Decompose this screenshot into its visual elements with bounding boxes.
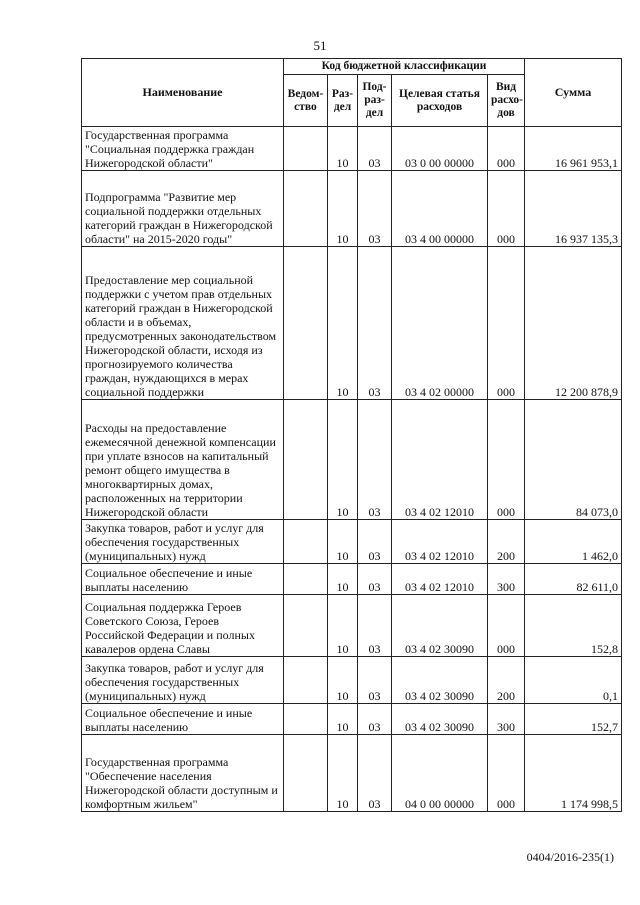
row-sum: 12 200 878,9 <box>525 247 622 400</box>
row-name: Предоставление мер социальной поддержки с учетом прав отдельных категорий граждан в Нижегородской области и в объемах, предусмотренных законодательством Нижегородской области, исходя из прогнозируемого количества граждан, нуждающихся в мерах социальной поддержки <box>82 247 284 400</box>
row-vid: 000 <box>488 127 525 171</box>
row-name: Социальная поддержка Героев Советского Союза, Героев Российской Федерации и полных кавалеров ордена Славы <box>82 595 284 657</box>
row-sum: 1 462,0 <box>525 520 622 564</box>
row-vid: 200 <box>488 520 525 564</box>
row-name: Расходы на предоставление ежемесячной денежной компенсации при уплате взносов на капитальный ремонт общего имущества в многоквартирных домах, расположенных на территории Нижегородской области <box>82 400 284 520</box>
row-vedomstvo <box>284 704 328 735</box>
table-row <box>82 595 622 657</box>
row-razdel: 10 <box>328 400 358 520</box>
table-row <box>82 520 622 564</box>
header-podrazdel: Под- раз- дел <box>358 75 392 127</box>
row-name: Государственная программа "Социальная поддержка граждан Нижегородской области" <box>82 127 284 171</box>
row-vedomstvo <box>284 595 328 657</box>
row-razdel: 10 <box>328 657 358 704</box>
table-row <box>82 735 622 812</box>
table-row <box>82 400 622 520</box>
table-row <box>82 127 622 171</box>
row-vedomstvo <box>284 171 328 247</box>
row-name: Социальное обеспечение и иные выплаты населению <box>82 704 284 735</box>
row-tselevaya: 03 4 02 12010 <box>392 564 488 595</box>
row-sum: 84 073,0 <box>525 400 622 520</box>
row-name: Государственная программа "Обеспечение населения Нижегородской области доступным и комфортным жильем" <box>82 735 284 812</box>
row-name: Социальное обеспечение и иные выплаты населению <box>82 564 284 595</box>
row-podrazdel: 03 <box>358 704 392 735</box>
table-row <box>82 564 622 595</box>
row-vid: 000 <box>488 400 525 520</box>
row-sum: 152,7 <box>525 704 622 735</box>
row-tselevaya: 03 4 02 12010 <box>392 400 488 520</box>
row-podrazdel: 03 <box>358 400 392 520</box>
row-razdel: 10 <box>328 247 358 400</box>
row-vedomstvo <box>284 735 328 812</box>
row-tselevaya: 03 4 02 30090 <box>392 595 488 657</box>
row-razdel: 10 <box>328 171 358 247</box>
row-tselevaya: 03 4 00 00000 <box>392 171 488 247</box>
row-vedomstvo <box>284 564 328 595</box>
header-sum: Сумма <box>525 59 622 127</box>
row-tselevaya: 04 0 00 00000 <box>392 735 488 812</box>
row-sum: 0,1 <box>525 657 622 704</box>
row-tselevaya: 03 4 02 12010 <box>392 520 488 564</box>
row-razdel: 10 <box>328 735 358 812</box>
row-tselevaya: 03 0 00 00000 <box>392 127 488 171</box>
row-sum: 16 937 135,3 <box>525 171 622 247</box>
header-name: Наименование <box>82 59 284 127</box>
row-tselevaya: 03 4 02 00000 <box>392 247 488 400</box>
row-sum: 82 611,0 <box>525 564 622 595</box>
row-vid: 000 <box>488 247 525 400</box>
row-name: Закупка товаров, работ и услуг для обеспечения государственных (муниципальных) нужд <box>82 520 284 564</box>
document-code: 0404/2016-235(1) <box>526 850 614 864</box>
row-tselevaya: 03 4 02 30090 <box>392 704 488 735</box>
row-podrazdel: 03 <box>358 247 392 400</box>
row-name: Подпрограмма "Развитие мер социальной поддержки отдельных категорий граждан в Нижегородской области" на 2015-2020 годы" <box>82 171 284 247</box>
row-razdel: 10 <box>328 127 358 171</box>
table-row <box>82 171 622 247</box>
row-sum: 152,8 <box>525 595 622 657</box>
row-name: Закупка товаров, работ и услуг для обеспечения государственных (муниципальных) нужд <box>82 657 284 704</box>
row-tselevaya: 03 4 02 30090 <box>392 657 488 704</box>
row-podrazdel: 03 <box>358 520 392 564</box>
row-vid: 000 <box>488 171 525 247</box>
row-podrazdel: 03 <box>358 657 392 704</box>
row-podrazdel: 03 <box>358 735 392 812</box>
row-vid: 300 <box>488 704 525 735</box>
row-podrazdel: 03 <box>358 595 392 657</box>
row-vedomstvo <box>284 247 328 400</box>
row-vedomstvo <box>284 400 328 520</box>
row-razdel: 10 <box>328 704 358 735</box>
page-number: 51 <box>313 38 327 53</box>
row-vedomstvo <box>284 657 328 704</box>
table-row <box>82 704 622 735</box>
budget-table <box>81 58 622 812</box>
header-classification-group: Код бюджетной классификации <box>284 59 525 75</box>
header-vedomstvo: Ведом- ство <box>284 75 328 127</box>
row-razdel: 10 <box>328 520 358 564</box>
row-sum: 1 174 998,5 <box>525 735 622 812</box>
row-vid: 000 <box>488 735 525 812</box>
row-sum: 16 961 953,1 <box>525 127 622 171</box>
row-razdel: 10 <box>328 595 358 657</box>
row-razdel: 10 <box>328 564 358 595</box>
table-row <box>82 247 622 400</box>
row-podrazdel: 03 <box>358 127 392 171</box>
header-tselevaya: Целевая статья расходов <box>392 75 488 127</box>
row-vedomstvo <box>284 520 328 564</box>
row-vid: 200 <box>488 657 525 704</box>
table-row <box>82 657 622 704</box>
row-podrazdel: 03 <box>358 171 392 247</box>
row-vid: 000 <box>488 595 525 657</box>
header-razdel: Раз- дел <box>328 75 358 127</box>
row-vid: 300 <box>488 564 525 595</box>
row-podrazdel: 03 <box>358 564 392 595</box>
header-vid: Вид расхо- дов <box>488 75 525 127</box>
row-vedomstvo <box>284 127 328 171</box>
